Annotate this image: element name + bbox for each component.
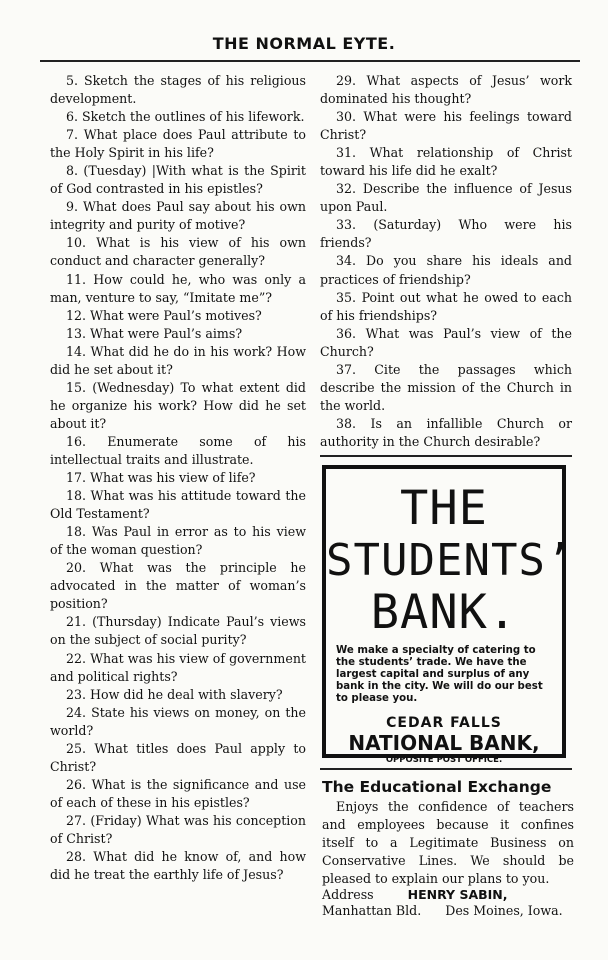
question-item: 6. Sketch the outlines of his lifework. (66, 109, 305, 125)
question-item: 21. (Thursday) Indicate Paul’s views on the subject of social purity? (50, 614, 306, 648)
ad-bank-location: OPPOSITE POST OFFICE. (385, 755, 503, 765)
question-item: 29. What aspects of Jesus’ work dominated his thought? (320, 73, 572, 107)
exchange-body: Enjoys the confidence of teachers and employees because it confines itself to a Legitimate Business on Conservative Lines. We should be pleased to explain our plans to you. (322, 799, 574, 887)
address-label: Address (322, 887, 374, 902)
question-item: 20. What was the principle he advocated in the matter of woman’s position? (50, 560, 306, 612)
question-item: 13. What were Paul’s aims? (66, 325, 243, 341)
ad-headline-students: STUDENTS’ (326, 535, 574, 586)
ad-headline-bank: BANK. (370, 585, 518, 640)
questions-right-column (320, 72, 572, 451)
question-item: 16. Enumerate some of his intellectual traits and illustrate. (50, 433, 306, 467)
question-item: 17. What was his view of life? (66, 470, 256, 486)
question-item: 5. Sketch the stages of his religious development. (50, 73, 306, 107)
question-item: 33. (Saturday) Who were his friends? (320, 217, 572, 251)
question-item: 30. What were his feelings toward Christ? (320, 109, 572, 143)
question-item: 24. State his views on money, on the world? (50, 704, 306, 738)
exchange-contact-name: HENRY SABIN, (407, 887, 508, 902)
students-bank-ad (322, 465, 574, 765)
question-item: 23. How did he deal with slavery? (66, 686, 283, 702)
question-item: 9. What does Paul say about his own integrity and purity of motive? (50, 199, 306, 233)
question-item: 34. Do you share his ideals and practices of friendship? (320, 253, 572, 287)
question-item: 10. What is his view of his own conduct and character generally? (50, 235, 306, 269)
exchange-address (322, 887, 574, 919)
question-item: 18. Was Paul in error as to his view of the woman question? (50, 524, 306, 558)
question-item: 31. What relationship of Christ toward his life did he exalt? (320, 145, 572, 179)
question-item: 14. What did he do in his work? How did he set about it? (50, 343, 306, 377)
question-item: 7. What place does Paul attribute to the Holy Spirit in his life? (50, 127, 306, 161)
question-item: 12. What were Paul’s motives? (66, 307, 262, 323)
ad-bank-city: CEDAR FALLS (386, 715, 502, 731)
question-item: 8. (Tuesday) |With what is the Spirit of God contrasted in his epistles? (50, 163, 306, 197)
question-item: 36. What was Paul’s view of the Church? (320, 325, 572, 359)
ad-headline-the: THE (400, 481, 488, 536)
question-item: 25. What titles does Paul apply to Christ? (50, 740, 306, 774)
exchange-building: Manhattan Bld. (322, 903, 422, 918)
exchange-city: Des Moines, Iowa. (445, 903, 563, 918)
question-item: 37. Cite the passages which describe the mission of the Church in the world. (320, 361, 572, 413)
question-item: 22. What was his view of government and political rights? (50, 650, 306, 684)
question-item: 11. How could he, who was only a man, venture to say, “Imitate me”? (50, 271, 306, 305)
page-header: THE NORMAL EYTE. (212, 34, 396, 53)
section-divider (320, 455, 572, 457)
section-divider (320, 768, 572, 770)
questions-left-column (50, 72, 306, 884)
question-item: 26. What is the significance and use of each of these in his epistles? (50, 776, 306, 810)
question-item: 32. Describe the influence of Jesus upon Paul. (320, 181, 572, 215)
question-item: 15. (Wednesday) To what extent did he organize his work? How did he set about it? (50, 379, 306, 431)
question-item: 27. (Friday) What was his conception of Christ? (50, 812, 306, 846)
ad-bank-name: NATIONAL BANK, (348, 731, 540, 755)
question-item: 35. Point out what he owed to each of his friendships? (320, 289, 572, 323)
header-rule (40, 60, 580, 62)
question-item: 28. What did he know of, and how did he treat the earthly life of Jesus? (50, 849, 306, 883)
question-item: 38. Is an infallible Church or authority in the Church desirable? (320, 415, 572, 449)
question-item: 18. What was his attitude toward the Old Testament? (50, 488, 306, 522)
exchange-title: The Educational Exchange (322, 778, 552, 796)
ad-body-text: We make a specialty of catering to the students’ trade. We have the largest capital and surplus of any bank in the city. We will do our best to please you. (336, 645, 543, 704)
